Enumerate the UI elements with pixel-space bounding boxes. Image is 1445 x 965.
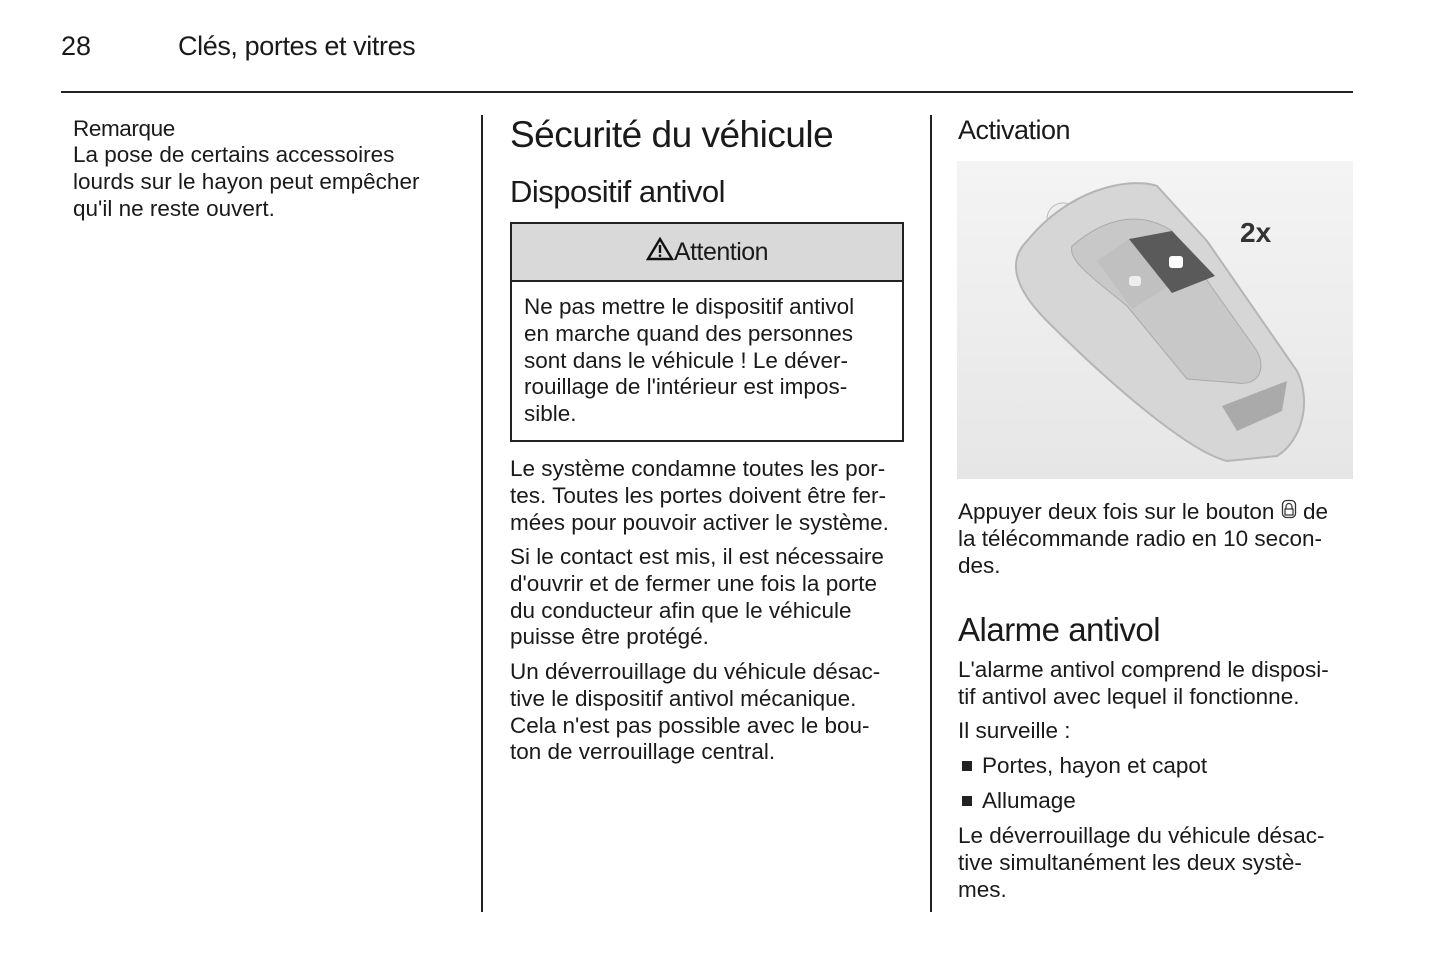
activation-text-part: de la télécommande radio en 10 secon- des.	[958, 499, 1328, 578]
paragraph: Si le contact est mis, il est nécessaire d'ouvrir et de fermer une fois la porte du conducteur afin que le véhicule puisse être protégé.	[510, 544, 884, 650]
page-number: 28	[61, 31, 92, 61]
lock-button-icon	[1281, 499, 1297, 524]
warning-box	[510, 222, 904, 442]
warning-triangle-icon	[646, 237, 674, 268]
warning-label: Attention	[673, 237, 769, 266]
key-fob-illustration	[957, 161, 1353, 479]
alarm-intro: L'alarme antivol comprend le disposi- tif antivol avec lequel il fonctionne.	[958, 657, 1329, 709]
monitors-label: Il surveille :	[958, 718, 1071, 743]
bullet-icon	[962, 761, 972, 771]
column-divider	[930, 115, 932, 912]
activation-title: Activation	[958, 115, 1071, 145]
key-fob-figure	[957, 161, 1353, 479]
warning-header	[512, 224, 902, 282]
activation-text	[958, 499, 1358, 579]
note-text: La pose de certains accessoires lourds sur le hayon peut empêcher qu'il ne reste ouvert.	[73, 142, 420, 221]
paragraph: Un déverrouillage du véhicule désac- tive le dispositif antivol mécanique. Cela n'est pas possible avec le bou- ton de verrouillage central.	[510, 659, 881, 765]
subsection-title: Dispositif antivol	[510, 174, 725, 209]
chapter-title: Clés, portes et vitres	[178, 31, 416, 61]
bullet-icon	[962, 796, 972, 806]
activation-text-part: Appuyer deux fois sur le bouton	[958, 499, 1275, 524]
alarm-title: Alarme antivol	[958, 611, 1161, 648]
bullet-text: Portes, hayon et capot	[982, 753, 1208, 778]
warning-text: Ne pas mettre le dispositif antivol en marche quand des personnes sont dans le véhicule ! Le déver- rouillage de l'intérieur est impos- sible.	[524, 294, 855, 427]
note-title: Remarque	[73, 116, 175, 141]
header-rule	[61, 91, 1353, 93]
paragraph: Le système condamne toutes les por- tes. Toutes les portes doivent être fer- mées pour pouvoir activer le système.	[510, 456, 889, 535]
column-divider	[481, 115, 483, 912]
closing-text: Le déverrouillage du véhicule désac- tive simultanément les deux systè- mes.	[958, 823, 1325, 902]
press-count-label: 2x	[1240, 217, 1272, 248]
bullet-item	[962, 753, 1207, 780]
section-title: Sécurité du véhicule	[510, 114, 834, 155]
bullet-item	[962, 788, 1076, 815]
bullet-text: Allumage	[982, 788, 1076, 813]
